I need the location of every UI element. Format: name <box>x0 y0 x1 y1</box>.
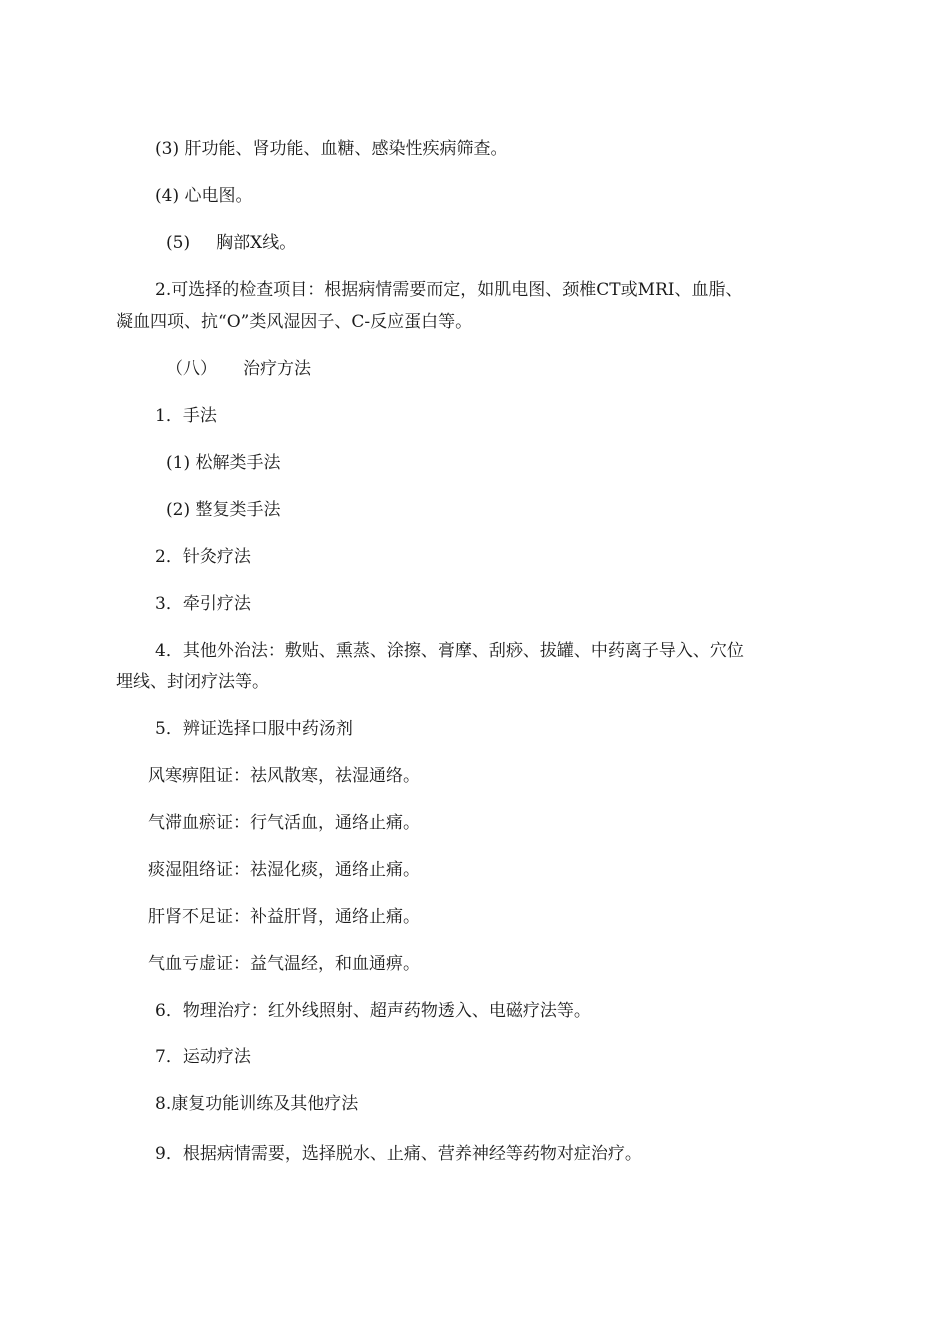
section-heading <box>166 357 311 381</box>
syndrome-2: 气滞血瘀证：行气活血，通络止痛。 <box>148 813 420 833</box>
treatment-subitem-2: (2) 整复类手法 <box>166 500 281 520</box>
optional-exams-line-2: 凝血四项、抗“O”类风湿因子、C-反应蛋白等。 <box>116 312 473 332</box>
treatment-item-4-line-2: 埋线、封闭疗法等。 <box>116 672 269 692</box>
treatment-item-2: 2．针灸疗法 <box>155 547 251 567</box>
syndrome-5: 气血亏虚证：益气温经，和血通痹。 <box>148 954 420 974</box>
section-number: （八） <box>166 359 217 379</box>
treatment-item-5: 5．辨证选择口服中药汤剂 <box>155 719 353 739</box>
treatment-item-6: 6．物理治疗：红外线照射、超声药物透入、电磁疗法等。 <box>155 1001 591 1021</box>
treatment-subitem-1: (1) 松解类手法 <box>166 453 281 473</box>
treatment-item-7: 7．运动疗法 <box>155 1047 251 1067</box>
treatment-item-3: 3．牵引疗法 <box>155 594 251 614</box>
syndrome-4: 肝肾不足证：补益肝肾，通络止痛。 <box>148 907 420 927</box>
exam-item-3: (3) 肝功能、肾功能、血糖、感染性疾病筛查。 <box>155 139 508 159</box>
syndrome-3: 痰湿阻络证：祛湿化痰，通络止痛。 <box>148 860 420 880</box>
optional-exams-line-1: 2.可选择的检查项目：根据病情需要而定，如肌电图、颈椎CT或MRI、血脂、 <box>155 280 743 300</box>
exam-item-5-text: 胸部X线。 <box>216 233 297 253</box>
treatment-item-4-line-1: 4．其他外治法：敷贴、熏蒸、涂擦、膏摩、刮痧、拔罐、中药离子导入、穴位 <box>155 641 744 661</box>
section-title: 治疗方法 <box>243 359 311 379</box>
exam-item-5-number: (5) <box>166 233 191 253</box>
treatment-item-8: 8.康复功能训练及其他疗法 <box>155 1094 359 1114</box>
treatment-item-1: 1．手法 <box>155 406 217 426</box>
treatment-item-9: 9．根据病情需要，选择脱水、止痛、营养神经等药物对症治疗。 <box>155 1144 642 1164</box>
syndrome-1: 风寒痹阻证：祛风散寒，祛湿通络。 <box>148 766 420 786</box>
exam-item-5 <box>166 231 296 255</box>
exam-item-4: (4) 心电图。 <box>155 186 253 206</box>
